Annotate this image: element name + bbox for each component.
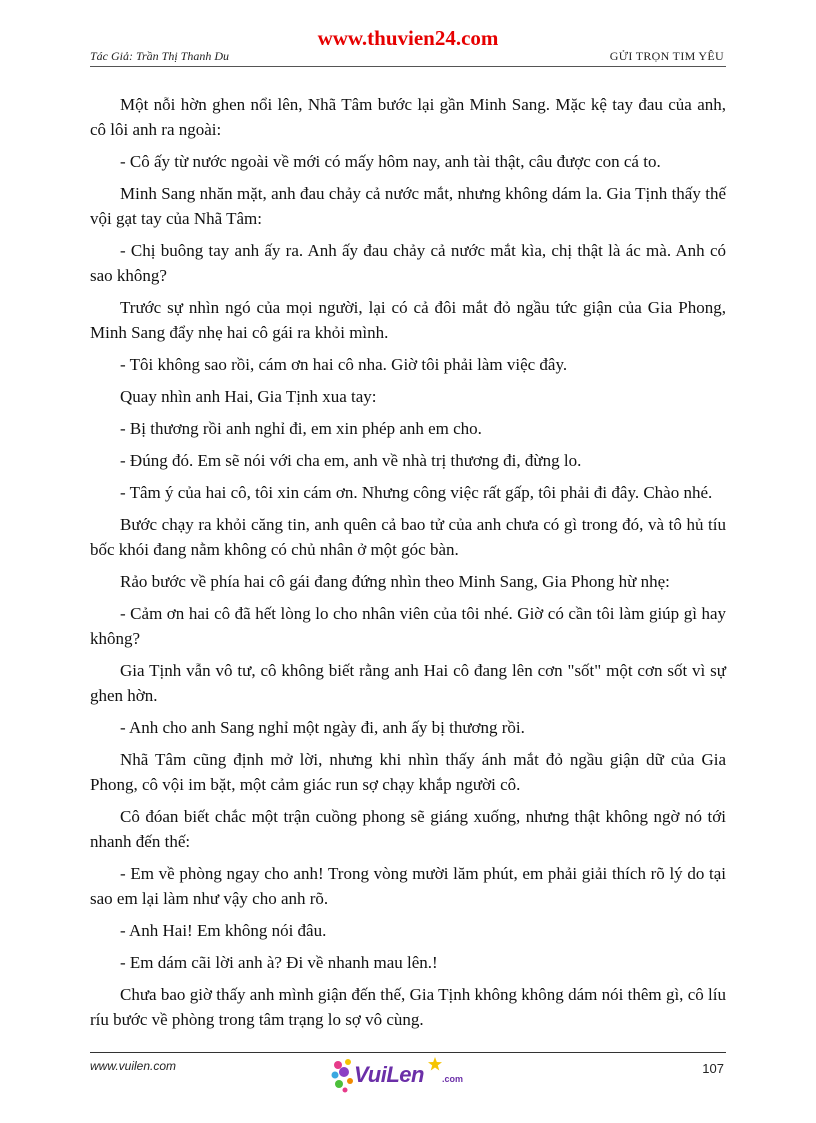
book-title: GỬI TRỌN TIM YÊU xyxy=(609,49,724,63)
paragraph: - Em dám cãi lời anh à? Đi về nhanh mau lên.! xyxy=(120,953,438,972)
logo-suffix: .com xyxy=(442,1074,464,1084)
paragraph: Rảo bước về phía hai cô gái đang đứng nhìn theo Minh Sang, Gia Phong hừ nhẹ: xyxy=(120,572,670,591)
paragraph: Cô đóan biết chắc một trận cuồng phong sẽ giáng xuống, nhưng thật không ngờ nó tới nhanh đến thế: xyxy=(90,807,726,851)
paragraph: Bước chạy ra khỏi căng tin, anh quên cả bao tử của anh chưa có gì trong đó, và tô hủ tíu bốc khói đang nằm không có chủ nhân ở một góc bàn. xyxy=(90,515,726,559)
paragraph: - Cảm ơn hai cô đã hết lòng lo cho nhân viên của tôi nhé. Giờ có cần tôi làm giúp gì hay không? xyxy=(90,604,726,648)
page-body xyxy=(90,92,726,1039)
paragraph: - Bị thương rồi anh nghỉ đi, em xin phép anh em cho. xyxy=(120,419,482,438)
star-icon xyxy=(428,1057,442,1071)
paragraph: Trước sự nhìn ngó của mọi người, lại có cả đôi mắt đỏ ngầu tức giận của Gia Phong, Minh Sang đẩy nhẹ hai cô gái ra khỏi mình. xyxy=(90,298,726,342)
paragraph: - Anh Hai! Em không nói đâu. xyxy=(120,921,327,940)
header-divider xyxy=(90,66,726,67)
footer-divider xyxy=(90,1052,726,1053)
paragraph: Minh Sang nhăn mặt, anh đau chảy cả nước mắt, nhưng không dám la. Gia Tịnh thấy thế vội gạt tay của Nhã Tâm: xyxy=(90,184,726,228)
paragraph: Gia Tịnh vẫn vô tư, cô không biết rằng anh Hai cô đang lên cơn "sốt" một cơn sốt vì sự ghen hờn. xyxy=(90,661,726,705)
author-line: Tác Giả: Trần Thị Thanh Du xyxy=(90,49,230,63)
footer-site-link[interactable]: www.vuilen.com xyxy=(90,1059,177,1073)
paragraph: Nhã Tâm cũng định mở lời, nhưng khi nhìn thấy ánh mắt đỏ ngầu giận dữ của Gia Phong, cô vội im bặt, một cảm giác run sợ chạy khắp người cô. xyxy=(90,750,726,794)
paragraph: - Đúng đó. Em sẽ nói với cha em, anh về nhà trị thương đi, đừng lo. xyxy=(120,451,582,470)
paragraph: Một nỗi hờn ghen nổi lên, Nhã Tâm bước lại gần Minh Sang. Mặc kệ tay đau của anh, cô lôi anh ra ngoài: xyxy=(90,95,726,139)
vuilen-logo[interactable] xyxy=(330,1056,482,1096)
paragraph: - Cô ấy từ nước ngoài về mới có mấy hôm nay, anh tài thật, câu được con cá to. xyxy=(120,152,661,171)
paragraph: - Anh cho anh Sang nghỉ một ngày đi, anh ấy bị thương rồi. xyxy=(120,718,525,737)
paragraph: - Tôi không sao rồi, cám ơn hai cô nha. Giờ tôi phải làm việc đây. xyxy=(120,355,568,374)
logo-text: VuiLen xyxy=(354,1062,424,1087)
paragraph: - Tâm ý của hai cô, tôi xin cám ơn. Nhưng công việc rất gấp, tôi phải đi đây. Chào nhé. xyxy=(120,483,713,502)
site-url-header[interactable]: www.thuvien24.com xyxy=(317,26,499,50)
page-number: 107 xyxy=(702,1061,724,1076)
paragraph: - Chị buông tay anh ấy ra. Anh ấy đau chảy cả nước mắt kìa, chị thật là ác mà. Anh có sao không? xyxy=(90,241,726,285)
paragraph: - Em về phòng ngay cho anh! Trong vòng mười lăm phút, em phải giải thích rõ lý do tại sao em lại làm như vậy cho anh rõ. xyxy=(90,864,726,908)
paragraph: Quay nhìn anh Hai, Gia Tịnh xua tay: xyxy=(120,387,377,406)
logo-wordmark xyxy=(354,1062,424,1088)
paragraph: Chưa bao giờ thấy anh mình giận đến thế, Gia Tịnh không không dám nói thêm gì, cô líu ríu bước về phòng trong tâm trạng lo sợ vô cùng. xyxy=(90,985,726,1029)
